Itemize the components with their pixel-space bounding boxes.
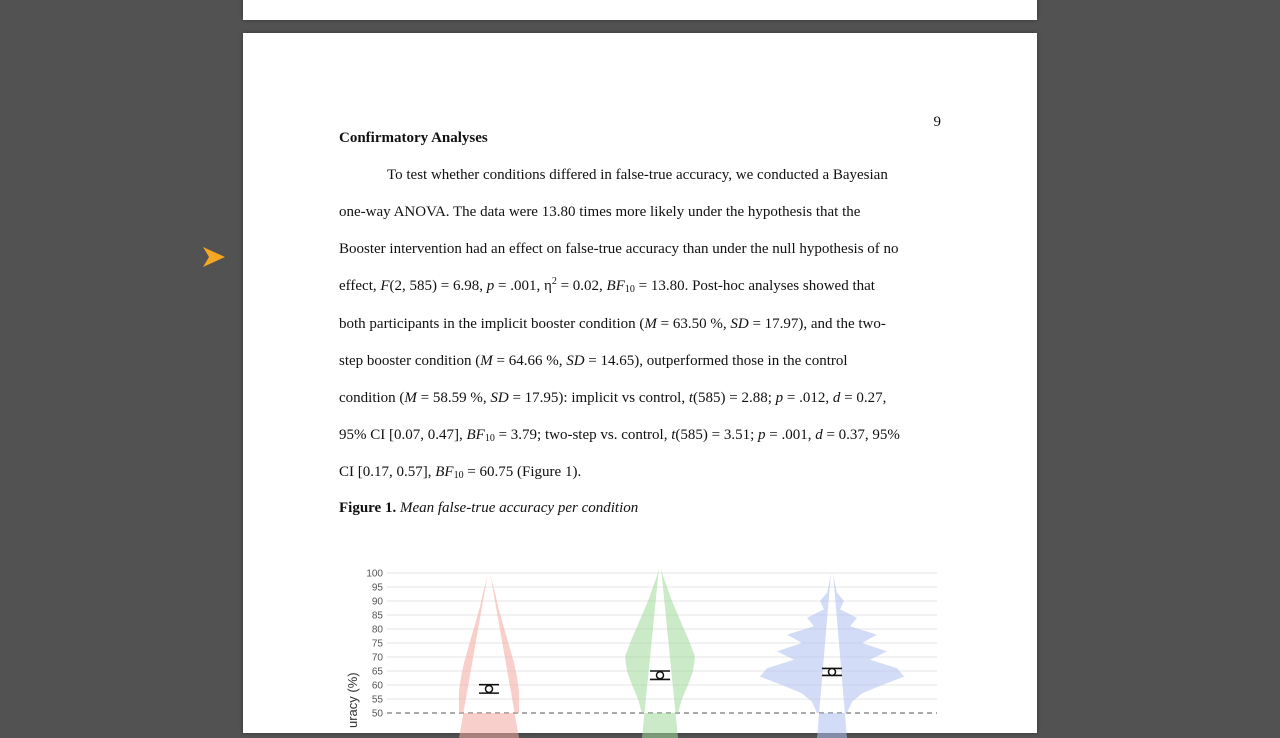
y-tick-label: 100 [366, 568, 383, 580]
mean-marker [479, 685, 499, 693]
paragraph-line-6: step booster condition (M = 64.66 %, SD = 14.65), outperformed those in the control [339, 353, 848, 369]
y-tick-label: 75 [371, 638, 383, 650]
y-axis-label: uracy (%) [345, 672, 360, 728]
paragraph-line-7: condition (M = 58.59 %, SD = 17.95): implicit vs control, t(585) = 2.88; p = .012, d = 0.27, [339, 390, 887, 406]
cursor-arrow-icon [203, 247, 225, 267]
paragraph-line-1: To test whether conditions differed in false-true accuracy, we conducted a Bayesian [387, 167, 888, 183]
violin-shape [625, 567, 695, 738]
y-tick-label: 60 [371, 680, 383, 692]
y-tick-label: 50 [371, 708, 383, 720]
violin-chart [339, 538, 939, 738]
paragraph-line-4: effect, F(2, 585) = 6.98, p = .001, $\eta^2 = 0.02$, $BF_{10} = 13.80$. Post-hoc analyses showed that [339, 276, 875, 295]
paragraph-line-5: both participants in the implicit booster condition (M = 63.50 %, SD = 17.97), and the two- [339, 316, 886, 332]
section-heading: Confirmatory Analyses [339, 130, 488, 146]
y-tick-label: 95 [371, 582, 383, 594]
y-tick-label: 55 [371, 694, 383, 706]
paragraph-line-2: one-way ANOVA. The data were 13.80 times more likely under the hypothesis that the [339, 204, 861, 220]
mean-marker [822, 668, 842, 675]
paragraph-line-3: Booster intervention had an effect on false-true accuracy than under the null hypothesis of no [339, 241, 899, 257]
y-tick-label: 85 [371, 610, 383, 622]
y-tick-label: 65 [371, 666, 383, 678]
mean-marker [650, 671, 670, 679]
document-page [243, 33, 1037, 733]
figure-caption: Figure 1. Mean false-true accuracy per condition [339, 500, 639, 516]
page-number: 9 [933, 114, 941, 130]
paragraph-line-8: 95% CI [0.07, 0.47], $BF_{10} = 3.79$; two-step vs. control, t(585) = 3.51; p = .001, d = 0.37, 95% [339, 427, 900, 444]
y-tick-label: 90 [371, 596, 383, 608]
paragraph-line-9: CI [0.17, 0.57], $BF_{10} = 60.75$ (Figure 1). [339, 464, 582, 481]
violin-shape [459, 573, 519, 738]
y-tick-label: 80 [371, 624, 383, 636]
previous-page [243, 0, 1037, 20]
y-tick-label: 70 [371, 652, 383, 664]
